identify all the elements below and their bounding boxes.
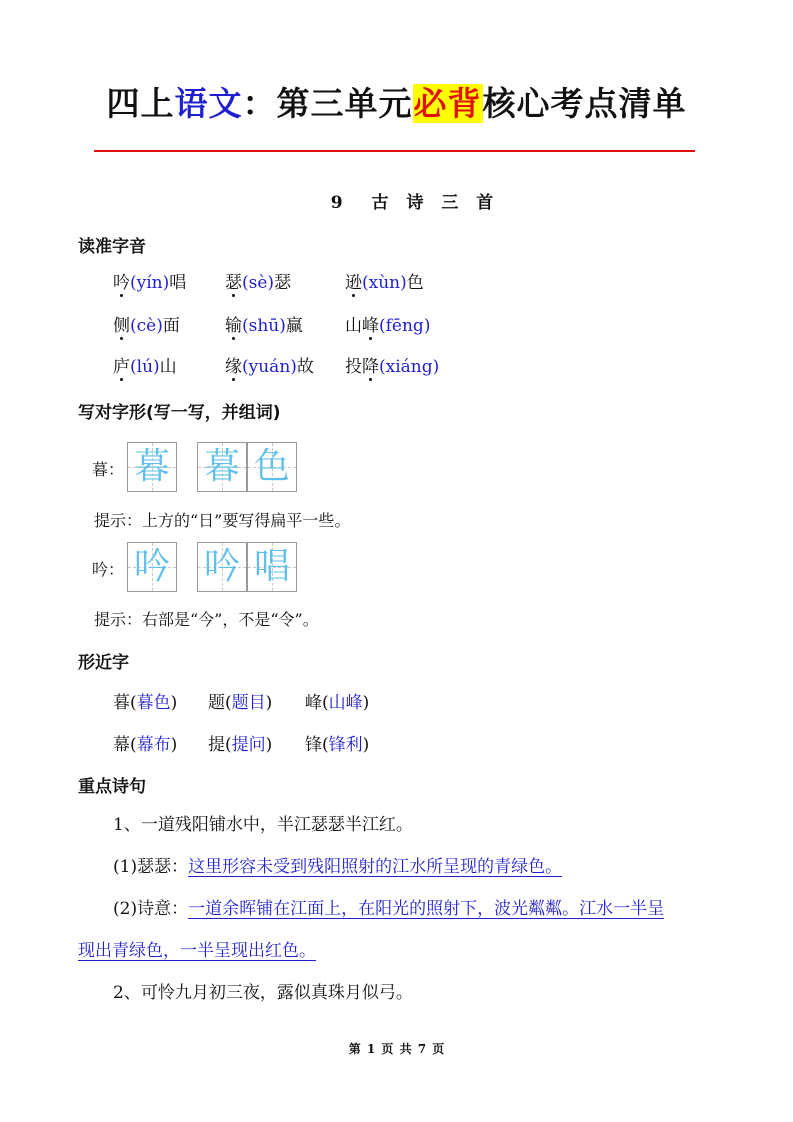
hanzi-text: 色 [406, 273, 424, 293]
similar-char: 提 [208, 735, 225, 755]
similar-char: 峰 [305, 693, 322, 713]
similar-word: 暮色 [136, 693, 171, 713]
pinyin-text: (xùn) [362, 273, 407, 293]
pinyin-item [113, 311, 180, 336]
pinyin-text: (lú) [130, 357, 160, 377]
pinyin-text: (fēng) [379, 316, 431, 336]
hanzi-text: 山 [345, 316, 362, 336]
paren-open: ( [322, 735, 329, 755]
char-label: 吟： [92, 560, 125, 579]
title-part-5: 核心考点清单 [482, 84, 687, 123]
similar-word: 锋利 [328, 735, 363, 755]
hanzi-text: 逊 [345, 273, 362, 293]
paren-close: ) [170, 735, 178, 755]
hanzi-text: 唱 [169, 273, 187, 293]
paren-close: ) [265, 735, 273, 755]
pinyin-item [113, 352, 177, 377]
char-grid-box [247, 542, 297, 592]
similar-char: 暮 [113, 693, 130, 713]
paren-open: ( [130, 735, 137, 755]
practice-char: 暮 [133, 446, 170, 487]
char-grid-box [127, 442, 177, 492]
hanzi-text: 侧 [113, 316, 130, 336]
pinyin-item [345, 352, 439, 377]
hanzi-text: 降 [362, 357, 379, 377]
similar-char: 幕 [113, 735, 130, 755]
hanzi-text: 投 [345, 357, 362, 377]
poem-line-1: 1、一道残阳铺水中，半江瑟瑟半江红。 [113, 815, 413, 835]
practice-char: 暮 [203, 446, 240, 487]
question-1 [113, 846, 562, 888]
pinyin-text: (yín) [130, 273, 170, 293]
similar-char: 题 [208, 693, 225, 713]
hanzi-text: 峰 [362, 316, 379, 336]
question-label: (1)瑟瑟： [113, 857, 189, 877]
char-grid-box [197, 542, 247, 592]
hanzi-text: 赢 [285, 316, 303, 336]
similar-char-item [113, 730, 177, 755]
practice-char: 唱 [253, 546, 290, 587]
question-label: (2)诗意： [113, 899, 189, 919]
section-heading-key-lines: 重点诗句 [78, 777, 146, 797]
hanzi-text: 吟 [113, 273, 130, 293]
paren-open: ( [225, 693, 232, 713]
pinyin-item [225, 311, 303, 336]
lesson-title: 9 古 诗 三 首 [330, 193, 500, 213]
hanzi-text: 故 [296, 357, 314, 377]
title-part-3: ：第三单元 [242, 84, 413, 123]
page-footer: 第 1 页 共 7 页 [348, 1042, 445, 1056]
answer-text: 一道余晖铺在江面上，在阳光的照射下，波光粼粼。江水一半呈 [188, 899, 665, 919]
similar-char-item [305, 688, 369, 713]
paren-close: ) [170, 693, 178, 713]
section-heading-similar: 形近字 [78, 653, 129, 673]
similar-char-item [305, 730, 369, 755]
hanzi-text: 庐 [113, 357, 130, 377]
practice-char: 吟 [203, 546, 240, 587]
practice-char: 色 [253, 446, 290, 487]
paren-close: ) [265, 693, 273, 713]
pinyin-text: (sè) [242, 273, 275, 293]
poem-line-2: 2、可怜九月初三夜，露似真珠月似弓。 [113, 983, 413, 1003]
writing-hint: 提示：上方的“日”要写得扁平一些。 [94, 511, 351, 530]
paren-open: ( [225, 735, 232, 755]
pinyin-text: (cè) [130, 316, 163, 336]
pinyin-item [345, 268, 424, 293]
title-part-2: 语文 [174, 84, 243, 123]
paren-open: ( [130, 693, 137, 713]
pinyin-item [225, 268, 291, 293]
pinyin-text: (shū) [242, 316, 286, 336]
paren-close: ) [362, 735, 370, 755]
section-heading-pronunciation: 读准字音 [78, 237, 146, 257]
hanzi-text: 瑟 [225, 273, 242, 293]
pinyin-item [345, 311, 430, 336]
title-highlight: 必背 [413, 84, 482, 123]
similar-char-item [208, 688, 272, 713]
paren-close: ) [362, 693, 370, 713]
paren-open: ( [322, 693, 329, 713]
char-grid-box [247, 442, 297, 492]
similar-char: 锋 [305, 735, 322, 755]
hanzi-text: 输 [225, 316, 242, 336]
pinyin-item [113, 268, 186, 293]
page-title [0, 72, 793, 136]
pinyin-text: (xiáng) [379, 357, 440, 377]
similar-char-item [113, 688, 177, 713]
question-2 [113, 888, 664, 930]
practice-char: 吟 [133, 546, 170, 587]
similar-char-item [208, 730, 272, 755]
writing-hint: 提示：右部是“今”，不是“令”。 [94, 610, 319, 629]
title-part-1: 四上 [106, 84, 175, 123]
question-2-continued [78, 930, 316, 972]
char-grid-box [197, 442, 247, 492]
similar-word: 题目 [231, 693, 266, 713]
hanzi-text: 山 [159, 357, 177, 377]
pinyin-item [225, 352, 314, 377]
char-label: 暮： [92, 460, 125, 479]
title-divider [94, 150, 695, 152]
answer-text: 现出青绿色，一半呈现出红色。 [78, 941, 316, 961]
similar-word: 幕布 [136, 735, 171, 755]
similar-word: 提问 [231, 735, 266, 755]
pinyin-text: (yuán) [242, 357, 297, 377]
hanzi-text: 瑟 [274, 273, 292, 293]
hanzi-text: 面 [162, 316, 180, 336]
hanzi-text: 缘 [225, 357, 242, 377]
section-heading-writing: 写对字形(写一写，并组词) [78, 403, 281, 423]
char-grid-box [127, 542, 177, 592]
similar-word: 山峰 [328, 693, 363, 713]
answer-text: 这里形容未受到残阳照射的江水所呈现的青绿色。 [188, 857, 563, 877]
